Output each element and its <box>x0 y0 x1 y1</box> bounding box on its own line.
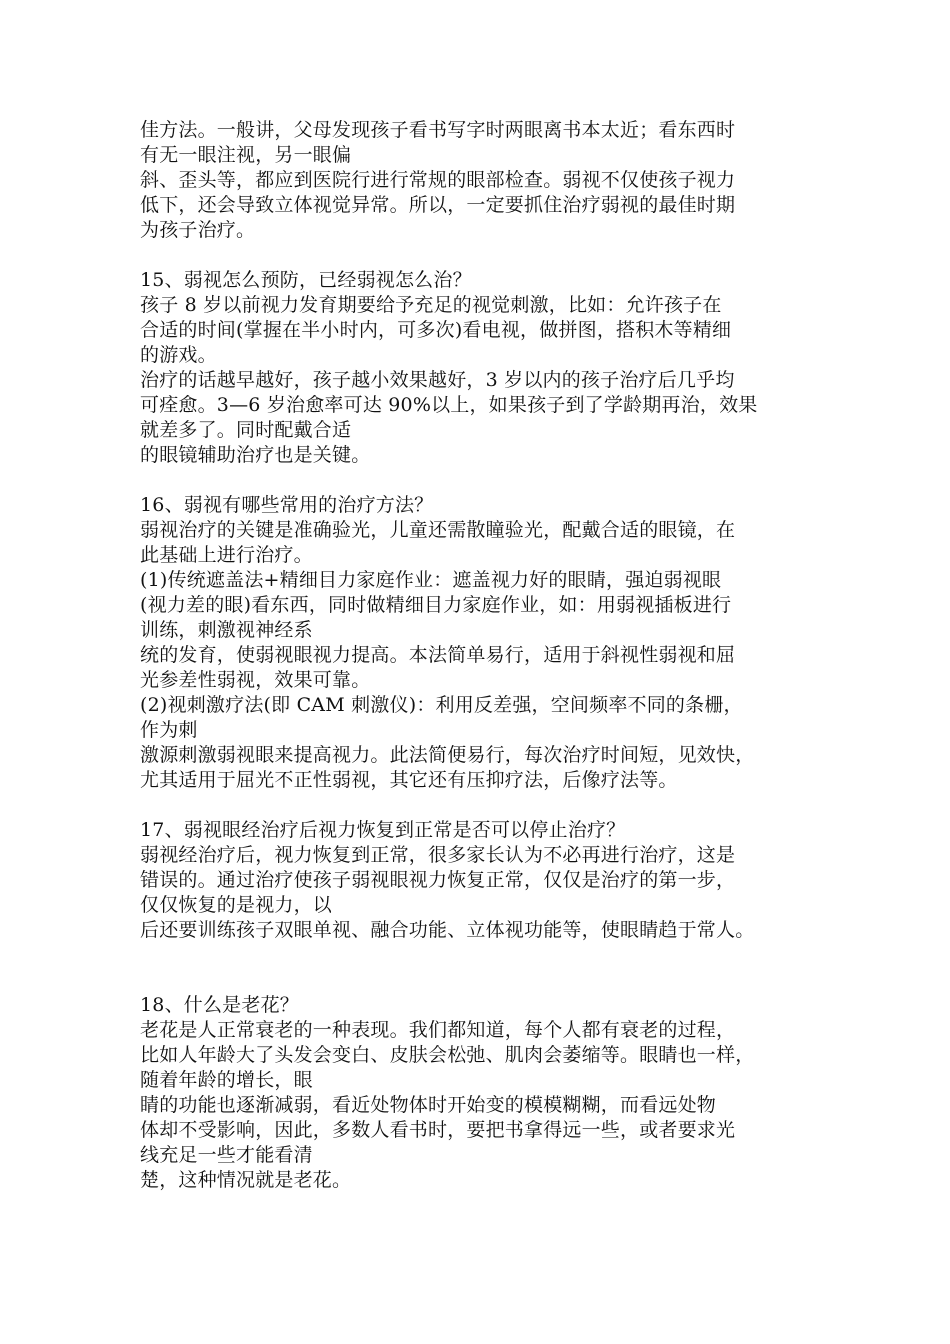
text-line: 后还要训练孩子双眼单视、融合功能、立体视功能等，使眼睛趋于常人。 <box>140 919 755 941</box>
text-line: (视力差的眼)看东西，同时做精细目力家庭作业，如：用弱视插板进行 <box>140 594 732 616</box>
text-line: 可痊愈。3—6 岁治愈率可达 90%以上，如果孩子到了学龄期再治，效果 <box>140 394 758 416</box>
text-line: (1)传统遮盖法+精细目力家庭作业：遮盖视力好的眼睛，强迫弱视眼 <box>140 569 722 591</box>
text-line: 训练，刺激视神经系 <box>140 619 313 641</box>
text-line: 弱视经治疗后，视力恢复到正常，很多家长认为不必再进行治疗，这是 <box>140 844 736 866</box>
text-line: 仅仅恢复的是视力，以 <box>140 894 333 916</box>
text-line: 错误的。通过治疗使孩子弱视眼视力恢复正常，仅仅是治疗的第一步， <box>140 869 736 891</box>
text-line: 睛的功能也逐渐减弱，看近处物体时开始变的模模糊糊，而看远处物 <box>140 1094 717 1116</box>
text-line: 老花是人正常衰老的一种表现。我们都知道，每个人都有衰老的过程， <box>140 1019 736 1041</box>
paragraph-gap <box>140 943 830 993</box>
section-heading: 17、弱视眼经治疗后视力恢复到正常是否可以停止治疗？ <box>140 819 626 841</box>
section-heading: 15、弱视怎么预防，已经弱视怎么治？ <box>140 269 472 291</box>
text-line: 此基础上进行治疗。 <box>140 544 313 566</box>
text-line: 随着年龄的增长，眼 <box>140 1069 313 1091</box>
text-line: 治疗的话越早越好，孩子越小效果越好，3 岁以内的孩子治疗后几乎均 <box>140 369 735 391</box>
text-line: 作为刺 <box>140 719 198 741</box>
paragraph-gap <box>140 468 830 493</box>
section-heading: 16、弱视有哪些常用的治疗方法？ <box>140 494 434 516</box>
text-line: 有无一眼注视，另一眼偏 <box>140 144 352 166</box>
text-line: (2)视刺激疗法(即 CAM 刺激仪)：利用反差强，空间频率不同的条栅， <box>140 694 743 716</box>
text-line: 比如人年龄大了头发会变白、皮肤会松弛、肌肉会萎缩等。眼睛也一样， <box>140 1044 755 1066</box>
section-18 <box>140 993 830 1193</box>
text-line: 就差多了。同时配戴合适 <box>140 419 352 441</box>
text-line: 楚，这种情况就是老花。 <box>140 1169 352 1191</box>
text-line: 体却不受影响，因此，多数人看书时，要把书拿得远一些，或者要求光 <box>140 1119 736 1141</box>
text-line: 合适的时间(掌握在半小时内，可多次)看电视，做拼图，搭积木等精细 <box>140 319 732 341</box>
document-body <box>140 118 830 1193</box>
section-17 <box>140 818 830 943</box>
section-15 <box>140 268 830 468</box>
text-line: 孩子 8 岁以前视力发育期要给予充足的视觉刺激，比如：允许孩子在 <box>140 294 722 316</box>
text-line: 佳方法。一般讲，父母发现孩子看书写字时两眼离书本太近；看东西时 <box>140 119 736 141</box>
text-line: 尤其适用于屈光不正性弱视，其它还有压抑疗法，后像疗法等。 <box>140 769 678 791</box>
text-line: 光参差性弱视，效果可靠。 <box>140 669 371 691</box>
intro-paragraph <box>140 118 830 243</box>
text-line: 线充足一些才能看清 <box>140 1144 313 1166</box>
section-16 <box>140 493 830 793</box>
text-line: 激源刺激弱视眼来提高视力。此法简便易行，每次治疗时间短，见效快， <box>140 744 755 766</box>
section-heading: 18、什么是老花？ <box>140 994 299 1016</box>
text-line: 的游戏。 <box>140 344 217 366</box>
paragraph-gap <box>140 243 830 268</box>
text-line: 为孩子治疗。 <box>140 219 256 241</box>
text-line: 弱视治疗的关键是准确验光，儿童还需散瞳验光，配戴合适的眼镜，在 <box>140 519 736 541</box>
text-line: 斜、歪头等，都应到医院行进行常规的眼部检查。弱视不仅使孩子视力 <box>140 169 736 191</box>
text-line: 低下，还会导致立体视觉异常。所以，一定要抓住治疗弱视的最佳时期 <box>140 194 736 216</box>
paragraph-gap <box>140 793 830 818</box>
text-line: 的眼镜辅助治疗也是关键。 <box>140 444 371 466</box>
text-line: 统的发育，使弱视眼视力提高。本法简单易行，适用于斜视性弱视和屈 <box>140 644 736 666</box>
